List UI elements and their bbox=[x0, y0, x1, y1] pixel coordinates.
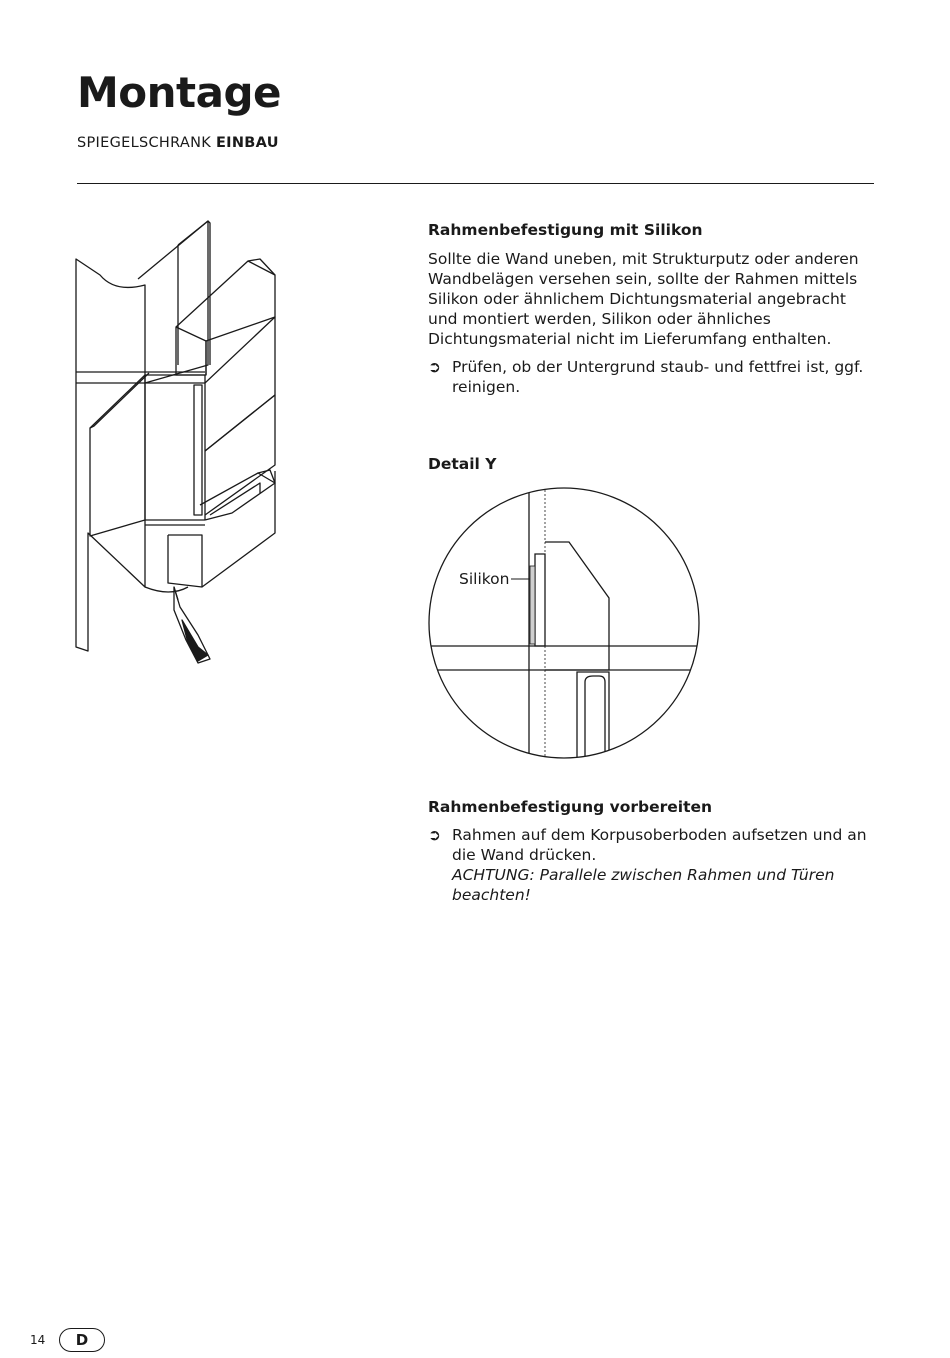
step-text: Prüfen, ob der Untergrund staub- und fettfrei ist, ggf. reinigen. bbox=[452, 358, 864, 396]
step-text: Rahmen auf dem Korpusoberboden aufsetzen und an die Wand drücken. bbox=[452, 826, 867, 864]
section-paragraph: Sollte die Wand uneben, mit Strukturputz oder anderen Wandbelägen versehen sein, sollte der Rahmen mittels Silikon oder ähnlichem Dichtungsmaterial angebracht und montiert werden, Silikon oder ähnliches Dichtungsmaterial nicht im Lieferumfang enthalten. bbox=[428, 250, 859, 348]
silikon-label: Silikon bbox=[459, 570, 510, 588]
section-vorbereiten bbox=[428, 797, 878, 905]
page-subtitle bbox=[77, 135, 279, 151]
language-badge: D bbox=[59, 1328, 105, 1352]
section-heading: Rahmenbefestigung vorbereiten bbox=[428, 798, 713, 816]
page-number: 14 bbox=[30, 1333, 46, 1347]
subtitle-bold: EINBAU bbox=[215, 135, 279, 151]
detail-heading-block bbox=[428, 454, 878, 474]
instruction-step bbox=[428, 357, 878, 397]
detail-y-drawing bbox=[427, 486, 702, 761]
detail-heading: Detail Y bbox=[428, 455, 497, 473]
arrow-icon: ➲ bbox=[428, 826, 441, 844]
warning-text: ACHTUNG: Parallele zwischen Rahmen und Türen beachten! bbox=[452, 866, 835, 904]
subtitle-prefix: SPIEGELSCHRANK bbox=[77, 135, 216, 151]
instruction-step bbox=[428, 825, 878, 905]
section-silikon bbox=[428, 220, 878, 397]
header-divider bbox=[77, 183, 874, 184]
arrow-icon: ➲ bbox=[428, 358, 441, 376]
page-title: Montage bbox=[77, 68, 282, 117]
section-heading: Rahmenbefestigung mit Silikon bbox=[428, 221, 703, 239]
mounting-illustration bbox=[70, 215, 290, 665]
